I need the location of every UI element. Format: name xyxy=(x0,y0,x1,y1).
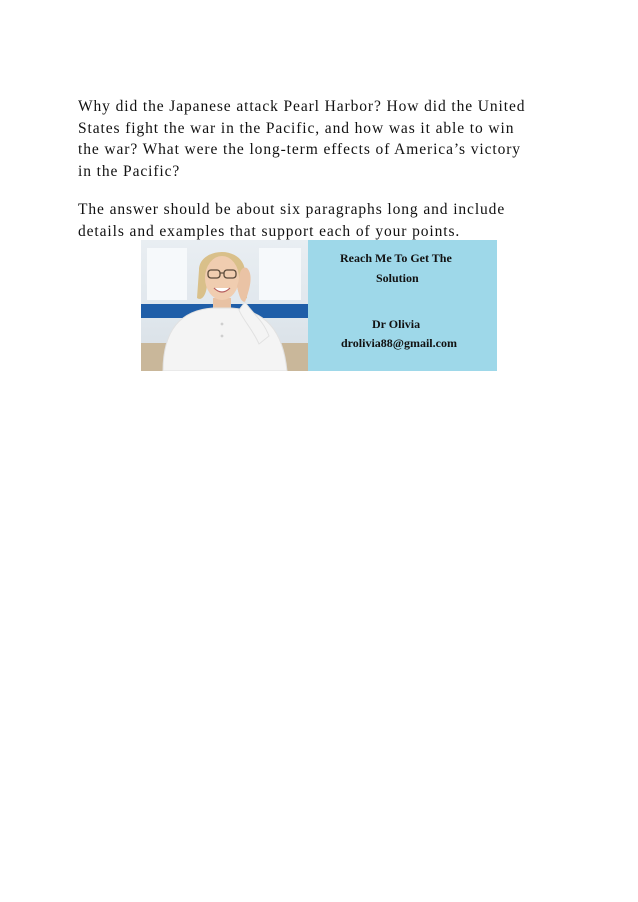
question-paragraph xyxy=(78,96,558,182)
instruction-line: The answer should be about six paragraphs long and include xyxy=(78,201,506,218)
contact-name: Dr Olivia xyxy=(372,317,421,331)
question-line: Why did the Japanese attack Pearl Harbor? How did the United xyxy=(78,98,526,115)
contact-info-panel xyxy=(308,240,497,371)
question-line: in the Pacific? xyxy=(78,162,181,180)
question-line: the war? What were the long-term effects of America’s victory xyxy=(78,141,521,158)
woman-photo xyxy=(141,240,308,371)
contact-email: drolivia88@gmail.com xyxy=(341,336,457,350)
instruction-line: details and examples that support each of your points. xyxy=(78,222,461,240)
reach-heading-line-2: Solution xyxy=(376,271,419,285)
reach-heading-line-1: Reach Me To Get The xyxy=(340,251,452,265)
instruction-paragraph xyxy=(78,199,558,242)
woman-figure-icon xyxy=(141,240,308,371)
question-line: States fight the war in the Pacific, and how was it able to win xyxy=(78,119,515,137)
contact-banner xyxy=(141,240,497,371)
